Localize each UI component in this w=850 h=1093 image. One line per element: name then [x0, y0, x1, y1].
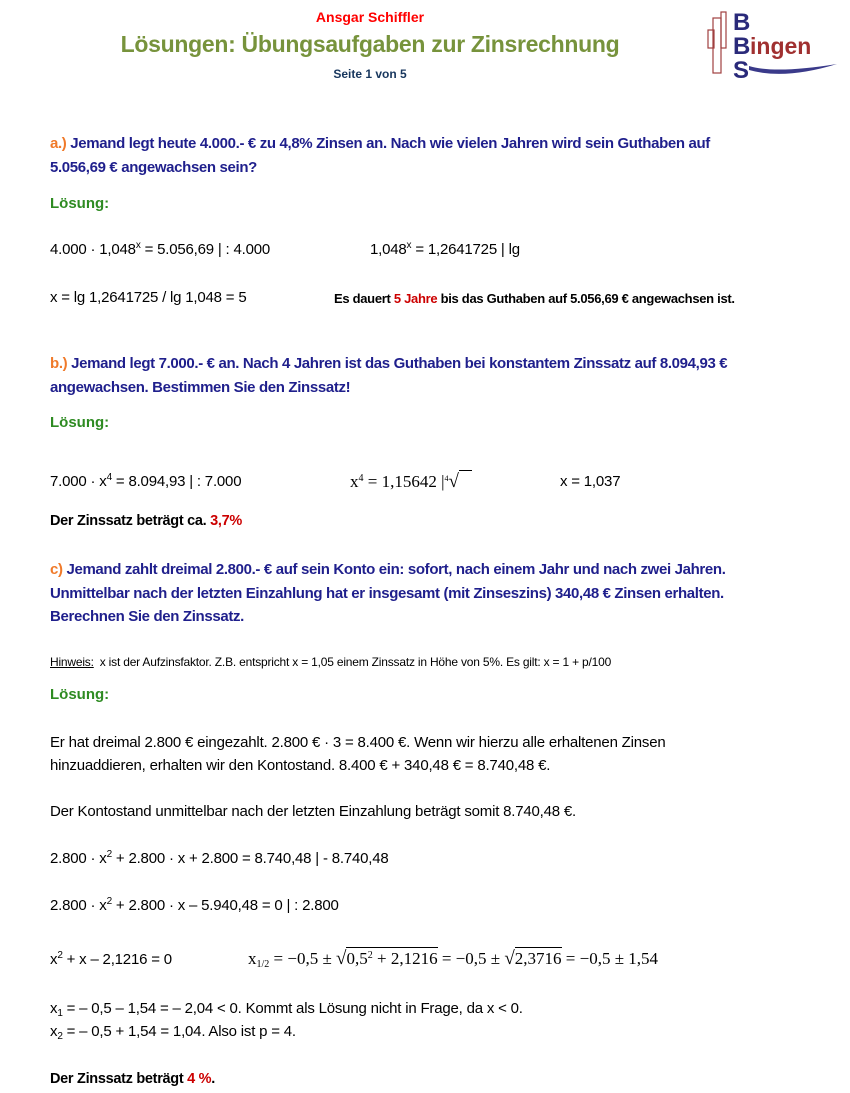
answer-a: Es dauert 5 Jahre bis das Guthaben auf 5.056,69 € angewachsen ist. [334, 291, 735, 306]
question-c-line3: Berechnen Sie den Zinssatz. [50, 608, 244, 625]
equation-b2: $x^4 = 1,15642$ $|^4√$ [350, 471, 472, 493]
author: Ansgar Schiffler [315, 9, 425, 25]
bbs-bingen-logo [705, 8, 840, 80]
question-text: Jemand zahlt dreimal 2.800.- € auf sein Konto ein: sofort, nach einem Jahr und nach zwei Jahren. [62, 561, 726, 578]
solution-heading-b: Lösung: [50, 414, 110, 431]
question-a-line1 [50, 135, 710, 152]
text-c3: Der Kontostand unmittelbar nach der letzten Einzahlung beträgt somit 8.740,48 €. [50, 803, 576, 820]
question-label: c) [50, 561, 63, 578]
svg-text:S: S [733, 57, 750, 80]
equation-c1: $2.800 \cdot x^2 + 2.800 \cdot x + 2.800 = 8.740,48$ | - 8.740,48 [50, 849, 389, 867]
solution-heading-c: Lösung: [50, 686, 110, 703]
solution-x1: $x_1$ = – 0,5 – 1,54 = – 2,04 < 0. Kommt als Lösung nicht in Frage, da x < 0. [50, 1000, 523, 1019]
equation-a3: x = lg 1,2641725 / lg 1,048 = 5 [50, 289, 247, 306]
solution-heading-a: Lösung: [50, 195, 110, 212]
equation-b1: $7.000 \cdot x^4 = 8.094,93$ | : 7.000 [50, 472, 242, 490]
quadratic-formula: $x_{1/2} = -0,5 \pm √0,5^2 + 2,1216 = -0,5 \pm √2,3716 = -0,5 \pm 1,54$ [248, 948, 659, 970]
equation-c2: $2.800 \cdot x^2 + 2.800 \cdot x - 5.940,48 = 0$ | : 2.800 [50, 896, 339, 914]
question-c-line1 [50, 561, 726, 578]
answer-b: Der Zinssatz beträgt ca. 3,7% [50, 513, 242, 529]
solution-x2: $x_2$ = – 0,5 + 1,54 = 1,04. Also ist p = 4. [50, 1023, 296, 1042]
text-c1: Er hat dreimal 2.800 € eingezahlt. 2.800 € · 3 = 8.400 €. Wenn wir hierzu alle erhaltenen Zinsen [50, 734, 666, 751]
equation-a1: $4.000 \cdot 1,048^x = 5.056,69$ | : 4.000 [50, 240, 271, 258]
hint: Hinweis: x ist der Aufzinsfaktor. Z.B. entspricht x = 1,05 einem Zinssatz in Höhe von 5%. Es gilt: x = 1 + p/100 [50, 655, 612, 669]
question-text: Jemand legt heute 4.000.- € zu 4,8% Zinsen an. Nach wie vielen Jahren wird sein Guthaben auf [66, 135, 710, 152]
svg-text:B: B [733, 33, 751, 60]
svg-text:B: B [733, 9, 751, 36]
equation-a2: $1,048^x = 1,2641725$ | lg [370, 240, 520, 258]
question-label: b.) [50, 355, 68, 372]
question-b-line2: angewachsen. Bestimmen Sie den Zinssatz! [50, 379, 351, 396]
question-c-line2: Unmittelbar nach der letzten Einzahlung hat er insgesamt (mit Zinseszins) 340,48 € Zinsen erhalten. [50, 585, 724, 602]
question-b-line1 [50, 355, 727, 372]
page-title: Lösungen: Übungsaufgaben zur Zinsrechnung [120, 31, 620, 57]
question-label: a.) [50, 135, 67, 152]
question-text: Jemand legt 7.000.- € an. Nach 4 Jahren ist das Guthaben bei konstantem Zinssatz auf 8.094,93 € [67, 355, 728, 372]
equation-c3: $x^2 + x - 2,1216 = 0$ [50, 950, 172, 968]
answer-c: Der Zinssatz beträgt 4 %. [50, 1071, 215, 1087]
text-c2: hinzuaddieren, erhalten wir den Kontostand. 8.400 € + 340,48 € = 8.740,48 €. [50, 757, 551, 774]
svg-text:ingen: ingen [750, 33, 812, 59]
question-a-line2: 5.056,69 € angewachsen sein? [50, 159, 257, 176]
page-number: Seite 1 von 5 [333, 67, 407, 81]
equation-b3: x = 1,037 [560, 473, 621, 490]
